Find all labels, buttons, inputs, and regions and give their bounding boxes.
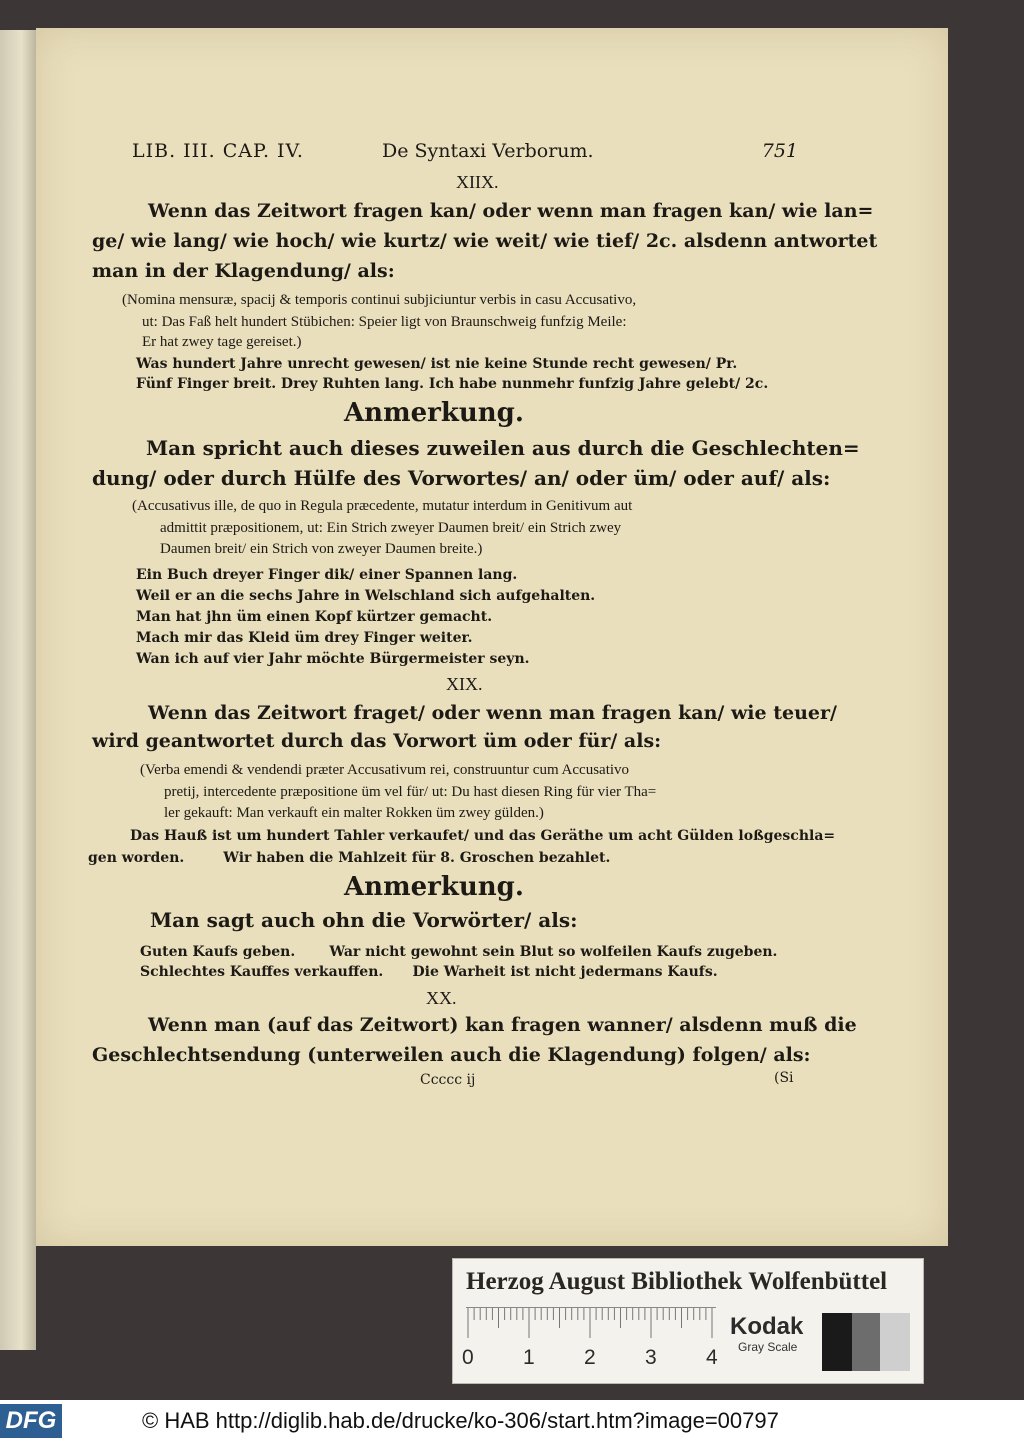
note1-latin-line-2: admittit præpositionem, ut: Ein Strich zweyer Daumen breit/ ein Strich zwey	[160, 520, 622, 536]
ruler	[466, 1307, 716, 1346]
note1-example-2: Weil er an die sechs Jahre in Welschland sich aufgehalten.	[136, 588, 596, 604]
running-header	[132, 140, 798, 164]
note2-example-1: Guten Kaufs geben. War nicht gewohnt sein Blut so wolfeilen Kaufs zugeben.	[140, 944, 778, 960]
header-chapter: LIB. III. CAP. IV.	[132, 140, 304, 162]
note1-example-4: Mach mir das Kleid üm drey Finger weiter.	[136, 630, 473, 646]
gray-swatch-black	[822, 1313, 852, 1371]
library-name: Herzog August Bibliothek Wolfenbüttel	[466, 1268, 888, 1295]
ruler-number: 2	[584, 1346, 596, 1369]
gray-swatch-mid	[852, 1313, 880, 1371]
latin-19-line-2: pretij, intercedente præpositione üm vel für/ ut: Du hast diesen Ring für vier Tha=	[164, 784, 657, 800]
latin-18-line-3: Er hat zwey tage gereiset.)	[142, 334, 302, 350]
example-19-line-1: Das Hauß ist um hundert Tahler verkaufet/ und das Geräthe um acht Gülden loßgeschla=	[130, 828, 836, 844]
rule-18-line-1: Wenn das Zeitwort fragen kan/ oder wenn man fragen kan/ wie lan=	[148, 200, 874, 222]
ruler-numbers	[462, 1346, 767, 1370]
rule-20-line-1: Wenn man (auf das Zeitwort) kan fragen wanner/ alsdenn muß die	[148, 1014, 857, 1036]
note1-rule-line-2: dung/ oder durch Hülfe des Vorwortes/ an/ oder üm/ oder auf/ als:	[92, 466, 831, 490]
signature-mark: Ccccc ij	[420, 1072, 476, 1088]
note-heading-1: Anmerkung.	[344, 398, 524, 428]
example-18-line-2: Fünf Finger breit. Drey Ruhten lang. Ich habe nunmehr funfzig Jahre gelebt/ 2c.	[136, 376, 769, 392]
ruler-ticks	[466, 1308, 716, 1346]
ruler-number: 4	[706, 1346, 718, 1369]
dfg-logo: DFG	[0, 1404, 62, 1438]
rule-19-line-1: Wenn das Zeitwort fraget/ oder wenn man fragen kan/ wie teuer/	[148, 702, 837, 724]
latin-19-line-3: ler gekauft: Man verkauft ein malter Rokken üm zwey gülden.)	[164, 805, 544, 821]
note1-rule-line-1: Man spricht auch dieses zuweilen aus durch die Geschlechten=	[146, 436, 860, 460]
note1-latin-line-1: (Accusativus ille, de quo in Regula præcedente, mutatur interdum in Genitivum aut	[132, 498, 633, 514]
example-18-line-1: Was hundert Jahre unrecht gewesen/ ist nie keine Stunde recht gewesen/ Pr.	[136, 356, 738, 372]
note2-example-2: Schlechtes Kauffes verkauffen. Die Warheit ist nicht jedermans Kaufs.	[140, 964, 718, 980]
section-number-19: XIX.	[446, 674, 483, 694]
note1-example-5: Wan ich auf vier Jahr möchte Bürgermeister seyn.	[136, 651, 530, 667]
ruler-number: 1	[523, 1346, 535, 1369]
gray-scale-label: Gray Scale	[738, 1340, 798, 1354]
kodak-brand: Kodak	[730, 1313, 804, 1340]
header-title: De Syntaxi Verborum.	[382, 140, 594, 162]
section-number-20: XX.	[426, 988, 457, 1008]
latin-18-line-2: ut: Das Faß helt hundert Stübichen: Speier ligt von Braunschweig funfzig Meile:	[142, 314, 627, 330]
note-heading-2: Anmerkung.	[344, 872, 524, 902]
copyright-link[interactable]: © HAB http://diglib.hab.de/drucke/ko-306/start.htm?image=00797	[142, 1408, 779, 1433]
ruler-number: 0	[462, 1346, 474, 1369]
section-number-18: XIIX.	[456, 172, 499, 192]
gray-swatch-light	[880, 1313, 910, 1371]
rule-20-line-2: Geschlechtsendung (unterweilen auch die Klagendung) folgen/ als:	[92, 1044, 811, 1066]
rule-18-line-2: ge/ wie lang/ wie hoch/ wie kurtz/ wie weit/ wie tief/ 2c. alsdenn antwortet	[92, 230, 878, 252]
previous-page-edge	[0, 30, 36, 1350]
note1-latin-line-3: Daumen breit/ ein Strich von zweyer Daumen breite.)	[160, 541, 483, 557]
example-19-line-2: gen worden. Wir haben die Mahlzeit für 8. Groschen bezahlet.	[88, 850, 611, 866]
page-number: 751	[761, 140, 798, 162]
rule-18-line-3: man in der Klagendung/ als:	[92, 260, 395, 282]
catchword: (Si	[774, 1070, 794, 1086]
latin-18-line-1: (Nomina mensuræ, spacij & temporis continui subjiciuntur verbis in casu Accusativo,	[122, 292, 637, 308]
note1-example-3: Man hat jhn üm einen Kopf kürtzer gemacht.	[136, 609, 493, 625]
note2-rule-line-1: Man sagt auch ohn die Vorwörter/ als:	[150, 908, 578, 932]
rule-19-line-2: wird geantwortet durch das Vorwort üm oder für/ als:	[92, 730, 662, 752]
latin-19-line-1: (Verba emendi & vendendi præter Accusativum rei, construuntur cum Accusativo	[140, 762, 630, 778]
note1-example-1: Ein Buch dreyer Finger dik/ einer Spannen lang.	[136, 567, 518, 583]
ruler-number: 3	[645, 1346, 657, 1369]
